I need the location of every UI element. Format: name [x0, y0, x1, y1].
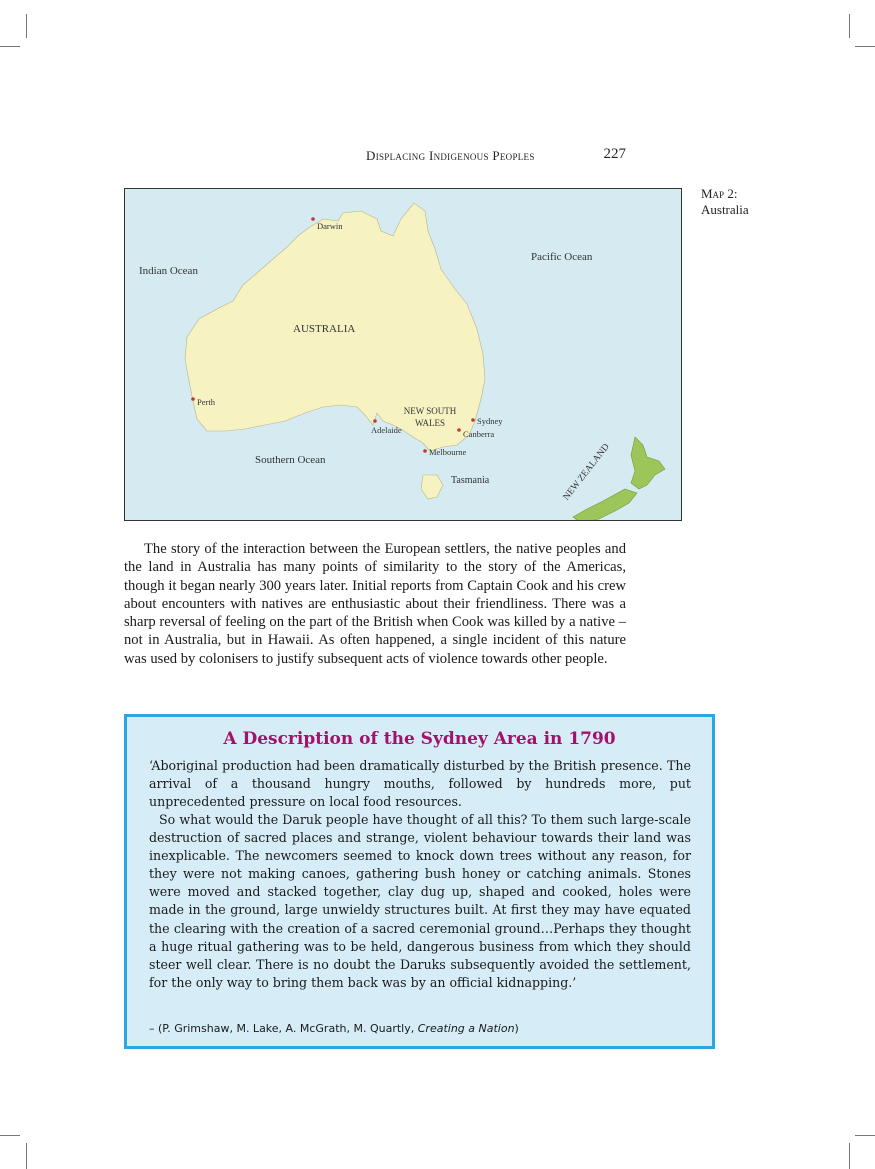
- perth-marker: [191, 397, 195, 401]
- body-paragraph: The story of the interaction between the European settlers, the native peoples and the land in Australia has many points of similarity to the story of the Americas, though it began nearly 300 years later. Initial reports from Captain Cook and his crew about encounters with natives are enthusiastic about their friendliness. There was a sharp reversal of feeling on the part of the British when Cook was killed by a native – not in Australia, but in Hawaii. As often happened, a single incident of this nature was used by colonisers to justify subsequent acts of violence towards other people.: [124, 541, 626, 667]
- citation-close: ): [514, 1022, 519, 1035]
- running-title: Displacing Indigenous Peoples: [366, 148, 535, 163]
- source-paragraph-2: So what would the Daruk people have thought of all this? To them such large-scale destruction of sacred places and strange, violent behaviour towards their land was inexplicable. The newcomers seemed to knock down trees without any reason, for they were not making canoes, gathering bush honey or catching animals. Stones were moved and stacked together, clay dug up, shaped and cooked, holes were made in the ground, large unwieldy structures built. At first they may have equated the clearing with the creation of a sacred ceremonial ground…Perhaps they thought a huge ritual gathering was to be held, dangerous business from which they should steer well clear. There is no doubt the Daruks subsequently avoided the settlement, for the only way to bring them back was by an official kidnapping.’: [149, 812, 691, 990]
- crop-mark: [855, 46, 875, 47]
- source-citation: [149, 1022, 519, 1035]
- label-sydney: Sydney: [477, 416, 503, 426]
- label-canberra: Canberra: [463, 429, 495, 439]
- crop-mark: [849, 14, 850, 38]
- label-darwin: Darwin: [317, 221, 343, 231]
- citation-work: Creating a Nation: [417, 1022, 515, 1035]
- australia-map: [124, 188, 682, 521]
- label-indian-ocean: Indian Ocean: [139, 265, 198, 277]
- label-new-south-wales: NEW SOUTH WALES: [403, 406, 457, 428]
- crop-mark: [26, 1143, 27, 1169]
- new-zealand-north-island: [631, 437, 665, 489]
- map-caption-title: Australia: [701, 202, 749, 217]
- label-southern-ocean: Southern Ocean: [255, 454, 326, 466]
- label-australia: AUSTRALIA: [293, 323, 356, 335]
- adelaide-marker: [373, 419, 377, 423]
- sydney-marker: [471, 418, 475, 422]
- melbourne-marker: [423, 449, 427, 453]
- source-box-title: A Description of the Sydney Area in 1790: [223, 729, 616, 749]
- label-melbourne: Melbourne: [429, 447, 467, 457]
- darwin-marker: [311, 217, 315, 221]
- crop-mark: [26, 14, 27, 38]
- citation-authors: – (P. Grimshaw, M. Lake, A. McGrath, M. Quartly,: [149, 1022, 415, 1035]
- source-box: [124, 714, 715, 1049]
- crop-mark: [0, 1135, 20, 1136]
- label-tasmania: Tasmania: [451, 475, 490, 486]
- crop-mark: [849, 1143, 850, 1169]
- label-new-zealand: NEW ZEALAND: [561, 442, 612, 503]
- page-number: 227: [603, 146, 626, 162]
- map-drawing: [125, 189, 682, 521]
- running-head: [360, 146, 626, 164]
- map-caption-number: Map 2:: [701, 186, 738, 201]
- new-zealand-south-island: [573, 489, 637, 521]
- label-pacific-ocean: Pacific Ocean: [531, 251, 593, 263]
- label-perth: Perth: [197, 397, 215, 407]
- tasmania-island: [421, 475, 443, 499]
- map-caption: [701, 186, 781, 218]
- crop-mark: [855, 1135, 875, 1136]
- label-adelaide: Adelaide: [371, 425, 402, 435]
- crop-mark: [0, 46, 20, 47]
- source-paragraph-1: ‘Aboriginal production had been dramatically disturbed by the British presence. The arrival of a thousand hungry mouths, followed by hundreds more, put unprecedented pressure on local food resources.: [149, 758, 691, 810]
